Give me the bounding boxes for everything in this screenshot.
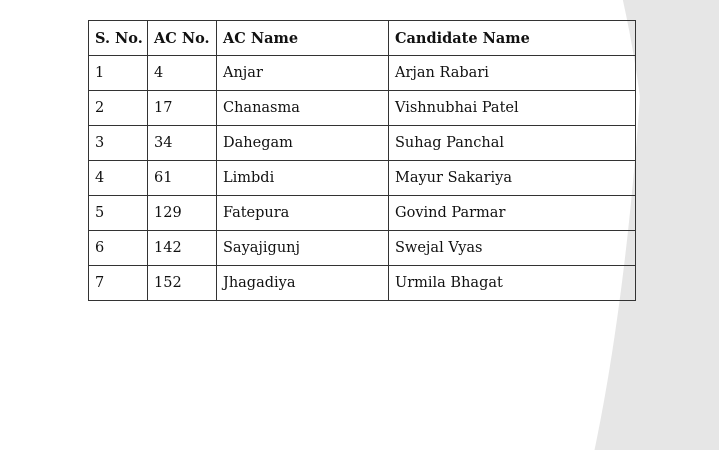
cell-ac-name: Limbdi — [217, 161, 389, 196]
table-row — [89, 126, 636, 161]
cell-s-no: 7 — [89, 266, 148, 301]
header-candidate-name: Candidate Name — [389, 21, 636, 56]
table-row — [89, 266, 636, 301]
cell-candidate-name: Govind Parmar — [389, 196, 636, 231]
cell-candidate-name: Mayur Sakariya — [389, 161, 636, 196]
cell-ac-no: 4 — [148, 56, 217, 91]
cell-ac-no: 61 — [148, 161, 217, 196]
cell-ac-name: Dahegam — [217, 126, 389, 161]
cell-ac-name: Sayajigunj — [217, 231, 389, 266]
header-ac-no: AC No. — [148, 21, 217, 56]
cell-s-no: 4 — [89, 161, 148, 196]
header-ac-name: AC Name — [217, 21, 389, 56]
table-row — [89, 196, 636, 231]
table-row — [89, 231, 636, 266]
cell-candidate-name: Arjan Rabari — [389, 56, 636, 91]
candidate-table — [88, 20, 636, 301]
cell-candidate-name: Vishnubhai Patel — [389, 91, 636, 126]
cell-candidate-name: Swejal Vyas — [389, 231, 636, 266]
cell-ac-no: 142 — [148, 231, 217, 266]
table-header-row — [89, 21, 636, 56]
cell-s-no: 2 — [89, 91, 148, 126]
cell-ac-name: Chanasma — [217, 91, 389, 126]
cell-ac-no: 152 — [148, 266, 217, 301]
cell-s-no: 1 — [89, 56, 148, 91]
cell-ac-name: Anjar — [217, 56, 389, 91]
cell-s-no: 5 — [89, 196, 148, 231]
cell-candidate-name: Urmila Bhagat — [389, 266, 636, 301]
table-row — [89, 161, 636, 196]
cell-ac-name: Jhagadiya — [217, 266, 389, 301]
header-s-no: S. No. — [89, 21, 148, 56]
table-row — [89, 91, 636, 126]
cell-ac-name: Fatepura — [217, 196, 389, 231]
cell-s-no: 3 — [89, 126, 148, 161]
cell-ac-no: 129 — [148, 196, 217, 231]
table-row — [89, 56, 636, 91]
cell-s-no: 6 — [89, 231, 148, 266]
cell-ac-no: 34 — [148, 126, 217, 161]
cell-ac-no: 17 — [148, 91, 217, 126]
cell-candidate-name: Suhag Panchal — [389, 126, 636, 161]
